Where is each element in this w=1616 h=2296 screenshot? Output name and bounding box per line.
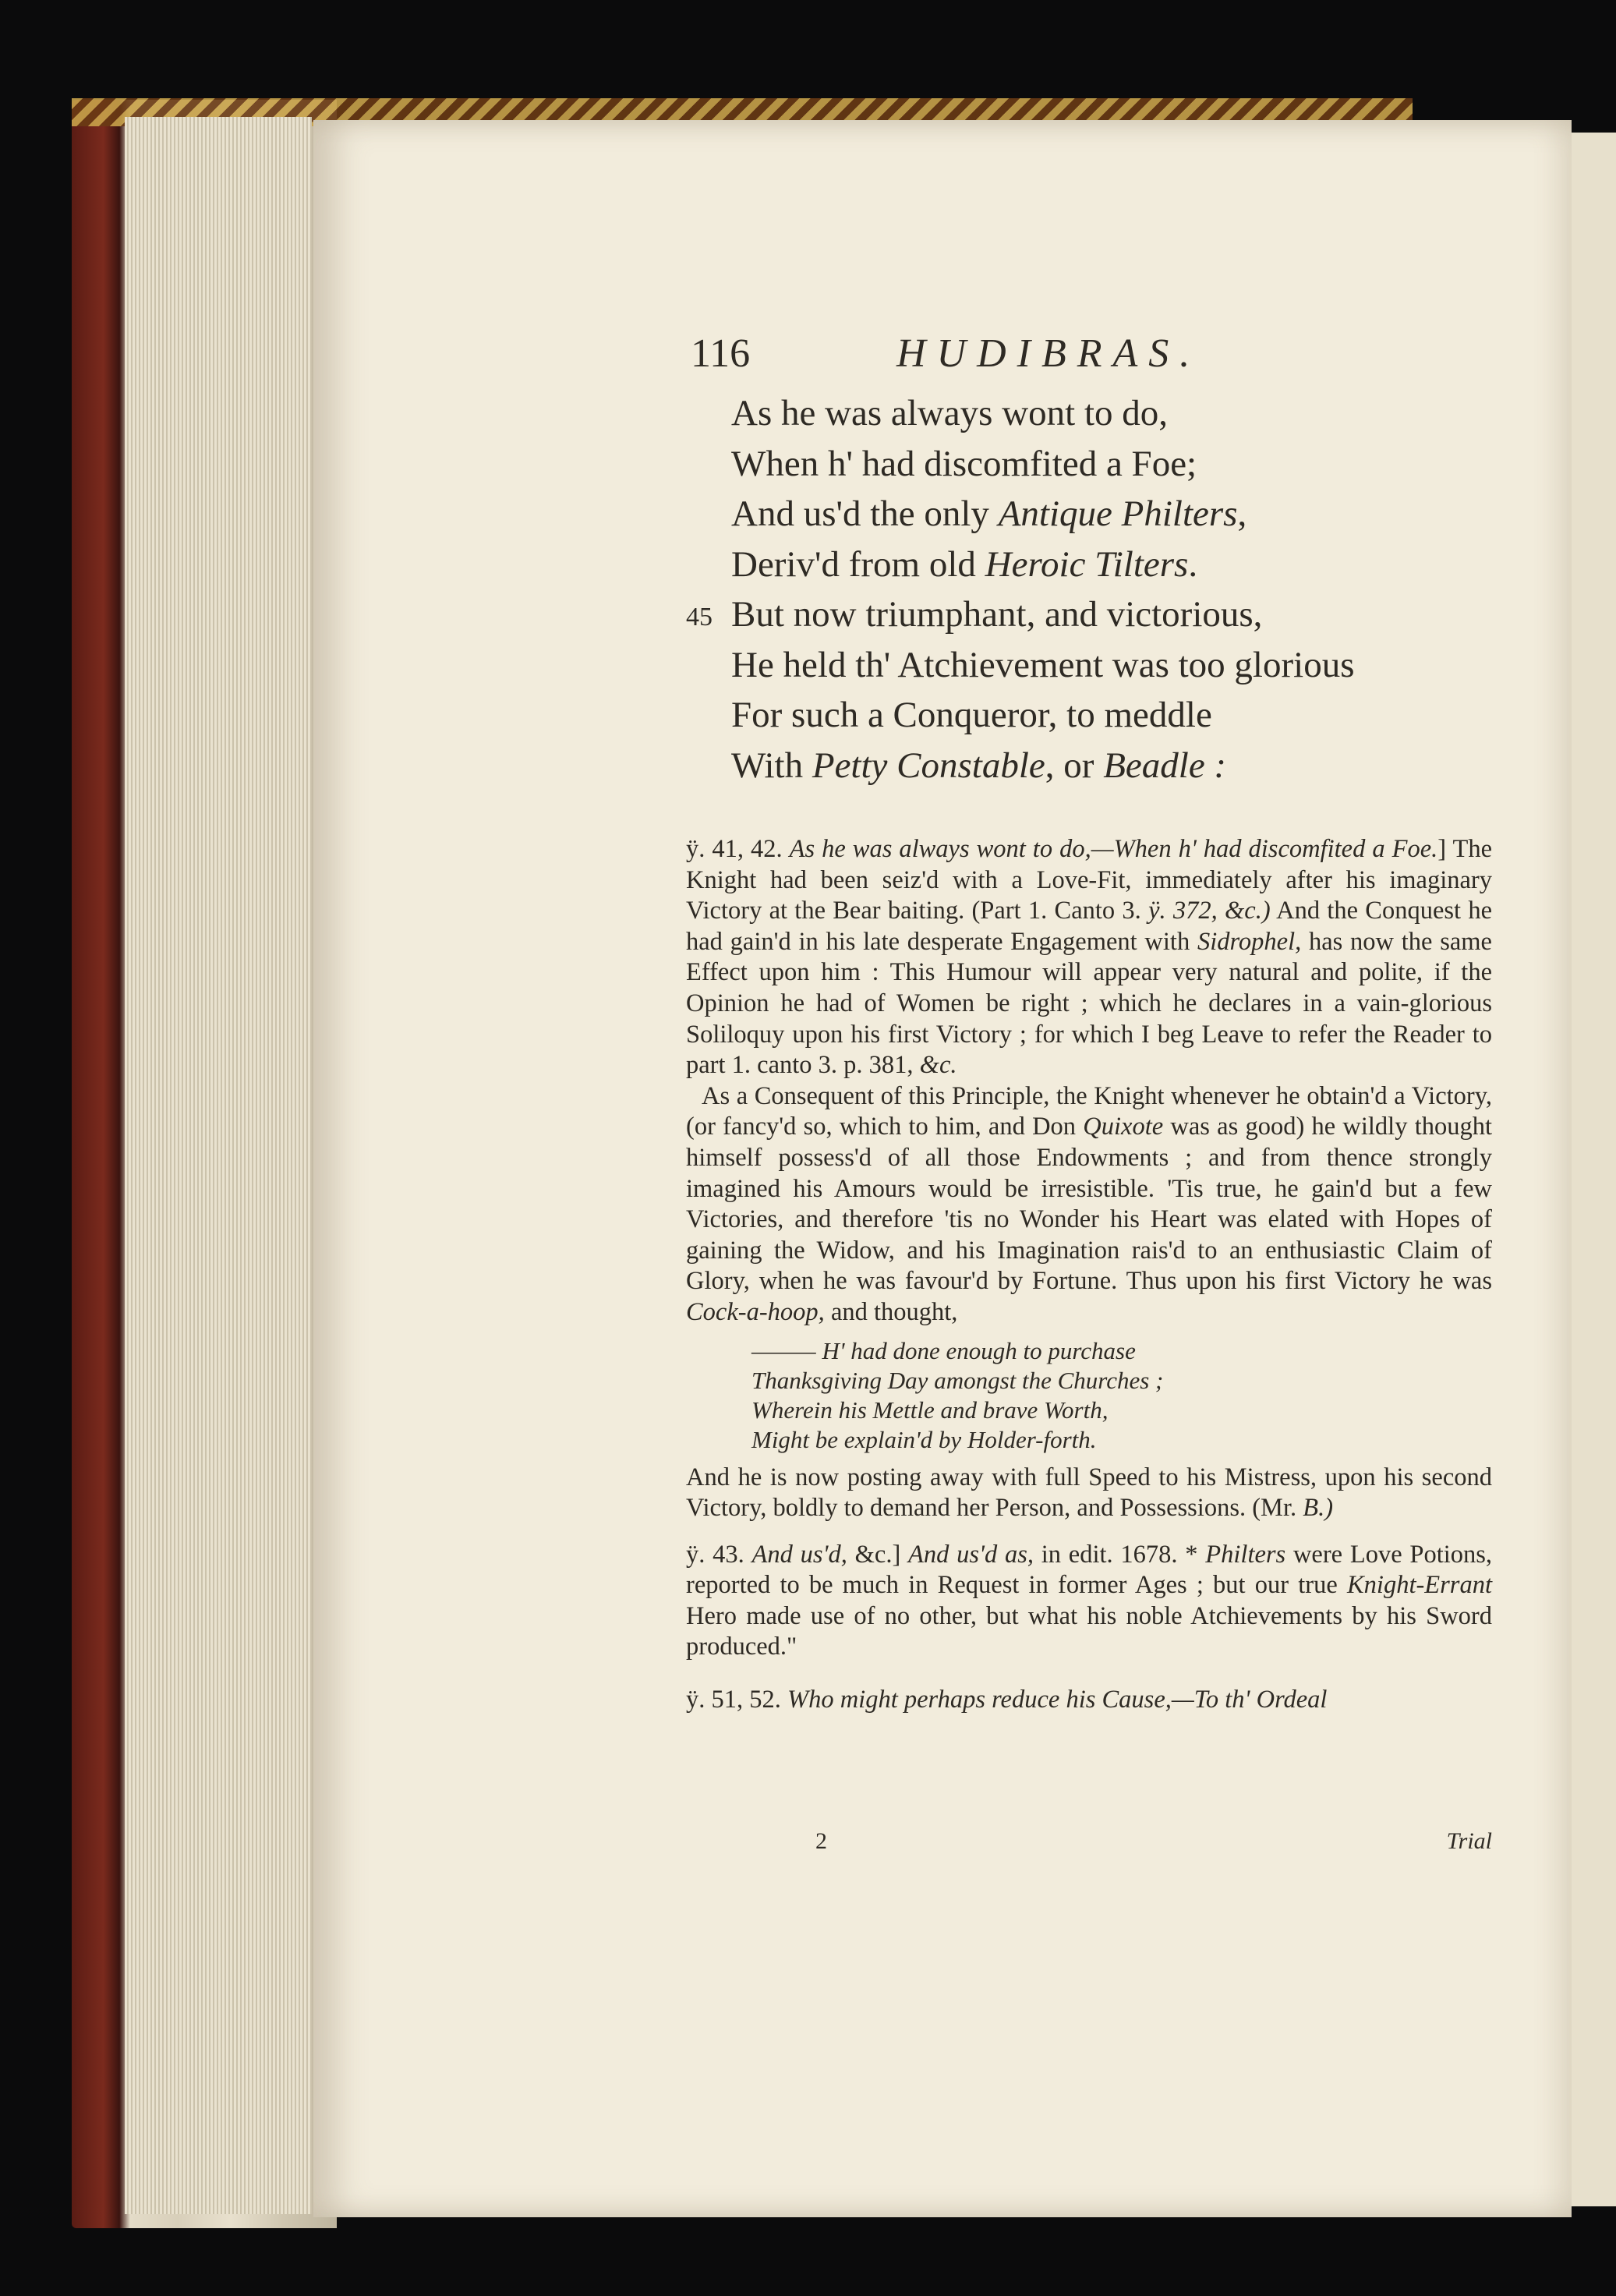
- quotation: [686, 1336, 1492, 1455]
- note-text: in edit. 1678. *: [1034, 1540, 1206, 1569]
- note-text: has now the same Effect upon him : This Humour will appear very natural and polite, if the Opinion he had of Women be right ; which he declares in a vain-glorious Soliloquy upon his first Victory ; for which I beg Leave to refer the Reader to part 1. canto 3. p. 381,: [686, 927, 1492, 1080]
- verse-text: And us'd the only: [731, 494, 999, 534]
- note-reference: ÿ. 41, 42.: [686, 835, 783, 863]
- note-lemma: As he was always wont to do,—When h' had discomfited a Foe.: [789, 835, 1438, 863]
- verse-italic: Petty Constable: [812, 745, 1045, 786]
- verse-text: When h' had discomfited a Foe;: [731, 443, 1197, 484]
- verse-italic: Heroic Tilters: [985, 543, 1189, 585]
- quote-line: ——— H' had done enough to purchase: [751, 1336, 1136, 1364]
- verse-line: [686, 589, 1466, 640]
- running-title: HUDIBRAS.: [896, 331, 1201, 376]
- page-stack-edges: [125, 117, 312, 2214]
- quote-line: Wherein his Mettle and brave Worth,: [751, 1396, 1109, 1424]
- note-text: were Love Potions, reported to be much in Request in former Ages ; but our true: [686, 1540, 1493, 1600]
- note-text: &c.]: [847, 1540, 909, 1569]
- verse-line: [686, 489, 1466, 540]
- note-text: ] The Knight had been seiz'd with a Love-Fit, immediately after his imaginary Victory at the Bear baiting. (Part 1. Canto 3.: [686, 835, 1493, 925]
- page-header: [691, 331, 1283, 385]
- note-text: Hero made use of no other, but what his noble Atchievements by his Sword produced.": [686, 1601, 1492, 1661]
- verse-line: [686, 690, 1466, 741]
- verse-italic: Antique Philters: [998, 494, 1238, 534]
- signature-mark: 2: [815, 1828, 827, 1854]
- note-italic: Philters: [1205, 1540, 1286, 1569]
- note-paragraph: [686, 1463, 1492, 1524]
- verse-text: But now triumphant, and victorious,: [731, 594, 1263, 635]
- note-text: was as good) he wildly thought himself possess'd of all those Endowments ; and from thence strongly imagined his Amours would be irresistible. 'Tis true, he gain'd but a few Victories, and therefore 'tis no Wonder his Heart was elated with Hopes of gaining the Widow, and his Imagination rais'd to an enthusiastic Claim of Glory, when he was favour'd by Fortune. Thus upon his first Victory he was: [686, 1113, 1492, 1296]
- note-paragraph: [686, 1685, 1492, 1716]
- note-text: and thought,: [824, 1297, 958, 1326]
- note-text: And he is now posting away with full Speed to his Mistress, upon his second Victory, boldly to demand her Person, and Possessions. (Mr.: [686, 1463, 1492, 1523]
- note-reference: ÿ. 372, &c.): [1148, 897, 1271, 925]
- note-text: And the Conquest he had gain'd in his late desperate Engagement with: [686, 897, 1493, 956]
- note-italic: Cock-a-hoop,: [686, 1297, 825, 1326]
- page-footer: [686, 1828, 1492, 1859]
- verse-line: [686, 439, 1466, 490]
- note-italic: Knight-Errant: [1347, 1571, 1492, 1600]
- verse-line: [686, 741, 1466, 791]
- quote-line: Might be explain'd by Holder-forth.: [751, 1425, 1097, 1453]
- note-reference: ÿ. 43.: [686, 1540, 744, 1569]
- verse-text: Deriv'd from old: [731, 543, 985, 585]
- line-number: 45: [686, 603, 713, 631]
- verse-text: He held th' Atchievement was too glorious: [731, 644, 1355, 685]
- catchword: Trial: [1446, 1828, 1492, 1854]
- note-name: Quixote: [1083, 1113, 1164, 1141]
- verse-line: [686, 388, 1466, 439]
- note-paragraph: [686, 834, 1492, 1081]
- next-page-sliver: [1572, 133, 1616, 2206]
- note-reference: ÿ. 51, 52.: [686, 1686, 781, 1714]
- verse-line: [686, 540, 1466, 590]
- note-italic: B.): [1303, 1494, 1334, 1523]
- note-paragraph: [686, 1081, 1492, 1328]
- verse-italic: Beadle :: [1103, 745, 1227, 786]
- notes-block: [686, 834, 1492, 1716]
- verse-text: As he was always wont to do,: [731, 393, 1169, 433]
- note-lemma: And us'd,: [751, 1540, 847, 1569]
- verse-text: With: [731, 745, 812, 786]
- quote-line: Thanksgiving Day amongst the Churches ;: [751, 1366, 1164, 1394]
- note-text: As a Consequent of this Principle, the Knight whenever he obtain'd a Victory, (or fancy'd so, which to him, and Don: [686, 1081, 1492, 1141]
- note-lemma: Who might perhaps reduce his Cause,—To th' Ordeal: [787, 1686, 1328, 1714]
- verse-block: [686, 388, 1466, 791]
- note-etc: &c.: [919, 1051, 957, 1080]
- verse-text: ,: [1237, 494, 1247, 534]
- note-name: Sidrophel,: [1197, 927, 1302, 956]
- page-number: 116: [691, 331, 751, 376]
- verse-line: [686, 640, 1466, 691]
- verse-text: , or: [1045, 745, 1104, 786]
- verse-text: .: [1188, 543, 1198, 585]
- note-paragraph: [686, 1540, 1492, 1663]
- verse-text: For such a Conqueror, to meddle: [731, 695, 1212, 735]
- note-lemma: And us'd as,: [908, 1540, 1034, 1569]
